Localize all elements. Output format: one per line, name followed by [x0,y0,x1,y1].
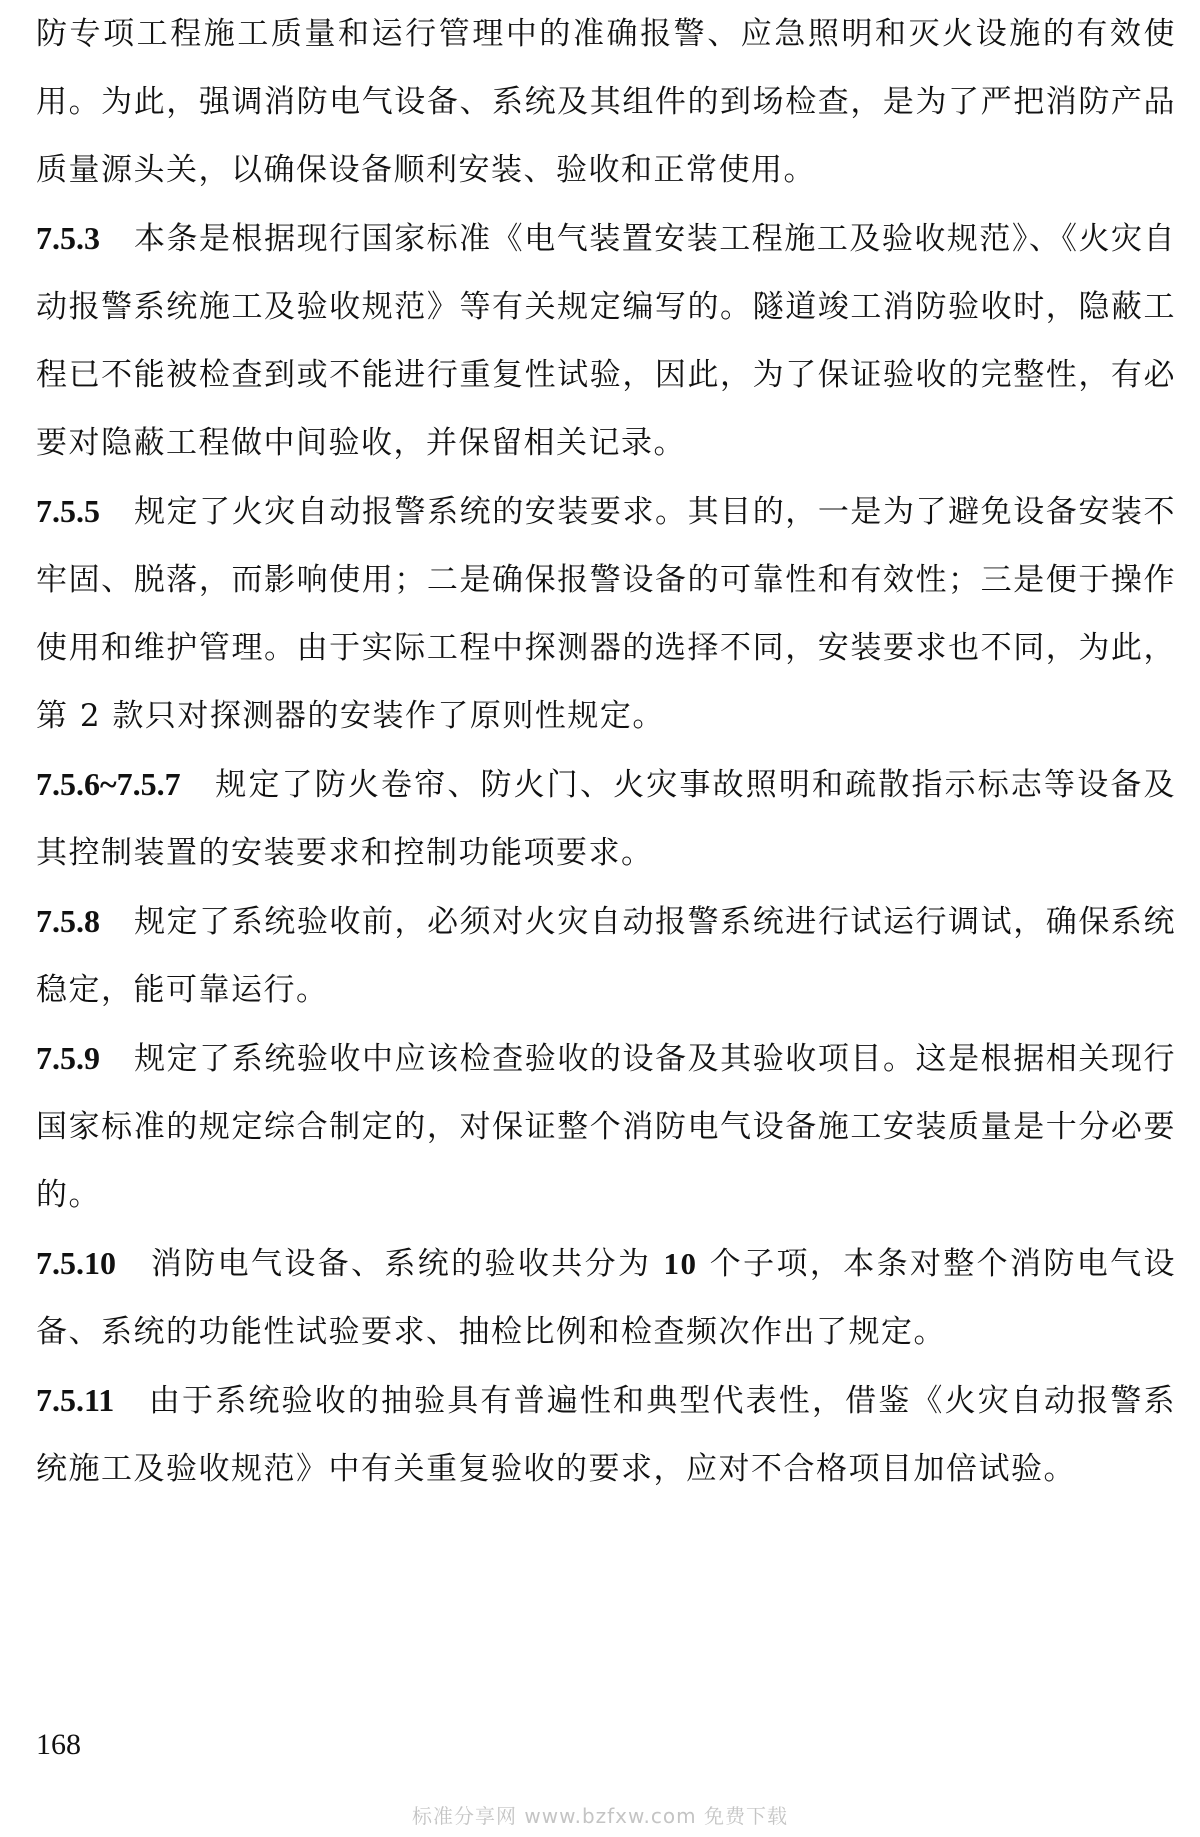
clause-text-before: 消防电气设备、系统的验收共分为 [150,1246,664,1282]
clause-text: 由于系统验收的抽验具有普遍性和典型代表性，借鉴《火灾自动报警系统施工及验收规范》中有关重复验收的要求，应对不合格项目加倍试验。 [36,1383,1176,1487]
clause-number: 7.5.8 [36,903,100,939]
clause-text: 规定了防火卷帘、防火门、火灾事故照明和疏散指示标志等设备及其控制装置的安装要求和控制功能项要求。 [36,767,1176,871]
clause-text: 规定了系统验收中应该检查验收的设备及其验收项目。这是根据相关现行国家标准的规定综合制定的，对保证整个消防电气设备施工安装质量是十分必要的。 [36,1041,1176,1213]
clause-number: 7.5.6~7.5.7 [36,766,181,802]
page-number: 168 [36,1728,81,1761]
clause-7-5-5 [36,477,1176,750]
clause-7-5-6-7 [36,750,1176,887]
clause-7-5-11 [36,1366,1176,1503]
clause-number: 7.5.5 [36,493,100,529]
clause-number: 7.5.3 [36,220,100,256]
clause-7-5-8 [36,887,1176,1024]
watermark: 标准分享网 www.bzfxw.com 免费下载 [412,1804,788,1828]
paragraph-continuation [36,0,1176,204]
document-body [36,0,1176,1503]
clause-bold-number: 10 [663,1246,698,1281]
clause-text-after: 个子项，本条对整个消防电气设备、系统的功能性试验要求、抽检比例和检查频次作出了规定。 [36,1246,1176,1350]
paragraph-text: 防专项工程施工质量和运行管理中的准确报警、应急照明和灭火设施的有效使用。为此，强调消防电气设备、系统及其组件的到场检查，是为了严把消防产品质量源头关，以确保设备顺利安装、验收和正常使用。 [36,16,1176,188]
clause-7-5-10 [36,1229,1176,1366]
clause-7-5-3 [36,204,1176,477]
clause-number: 7.5.9 [36,1040,100,1076]
clause-text: 规定了系统验收前，必须对火灾自动报警系统进行试运行调试，确保系统稳定，能可靠运行。 [36,904,1176,1008]
clause-7-5-9 [36,1024,1176,1229]
clause-number: 7.5.11 [36,1382,115,1418]
clause-text: 本条是根据现行国家标准《电气装置安装工程施工及验收规范》、《火灾自动报警系统施工及验收规范》等有关规定编写的。隧道竣工消防验收时，隐蔽工程已不能被检查到或不能进行重复性试验，因此，为了保证验收的完整性，有必要对隐蔽工程做中间验收，并保留相关记录。 [36,221,1176,461]
clause-number: 7.5.10 [36,1245,116,1281]
clause-text: 规定了火灾自动报警系统的安装要求。其目的，一是为了避免设备安装不牢固、脱落，而影响使用；二是确保报警设备的可靠性和有效性；三是便于操作使用和维护管理。由于实际工程中探测器的选择不同，安装要求也不同，为此，第 2 款只对探测器的安装作了原则性规定。 [36,494,1176,734]
